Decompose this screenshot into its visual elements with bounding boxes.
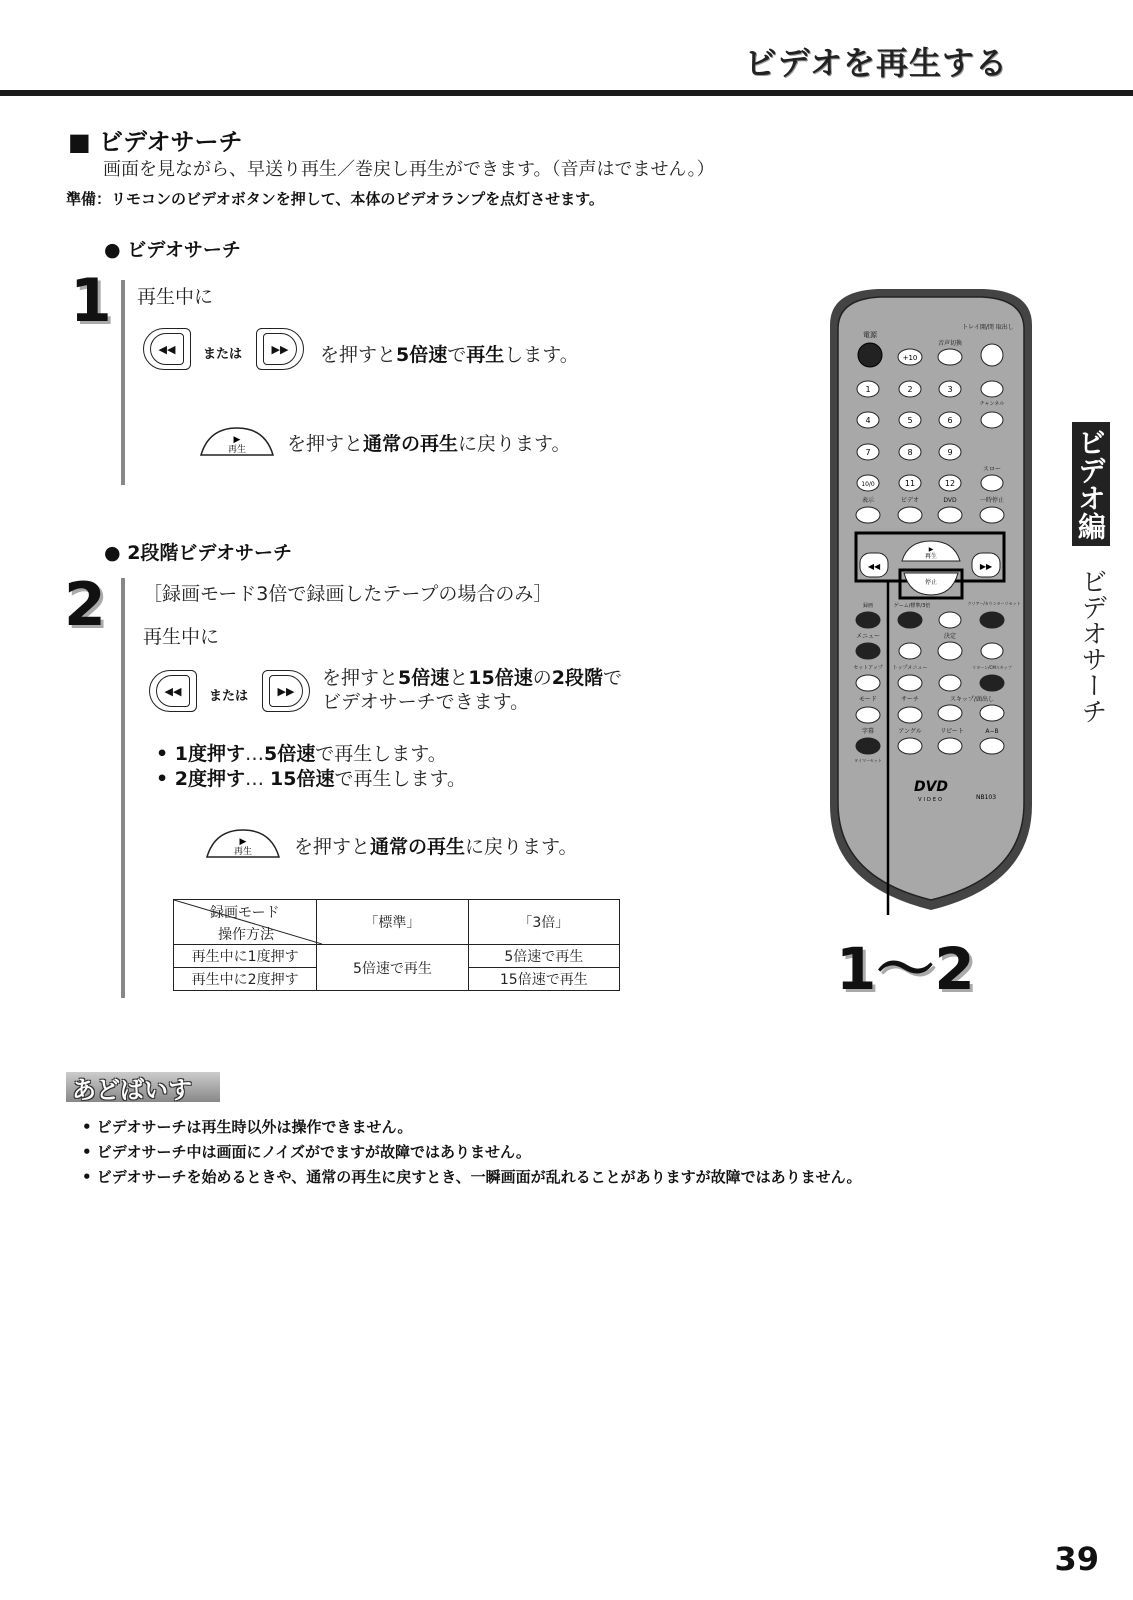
remote-dvd-logo: DVD xyxy=(913,779,949,795)
remote-mode-sp-label: ゲーム/標準/3倍 xyxy=(893,603,931,609)
remote-rewind-icon: ◀◀ xyxy=(867,562,881,571)
tip-item: • ビデオサーチ中は画面にノイズがでますが故障ではありません。 xyxy=(82,1143,531,1161)
remote-plus10: +10 xyxy=(902,354,918,362)
remote-number-label: 8 xyxy=(907,448,913,457)
remote-number-label: 5 xyxy=(907,416,913,425)
remote-setup-label: セットアップ xyxy=(853,665,883,671)
table-row1-3x: 5倍速で再生 xyxy=(468,945,619,968)
tip-item: • ビデオサーチは再生時以外は操作できません。 xyxy=(82,1118,413,1136)
play-button-label: 再生 xyxy=(227,445,247,455)
step-number-2: 2 xyxy=(64,570,106,640)
step1-while-playing: 再生中に xyxy=(137,286,214,308)
remote-number-label: 1 xyxy=(865,385,871,394)
table-col-3x: 「3倍」 xyxy=(468,900,619,945)
remote-slow-label: スロー xyxy=(982,466,1002,473)
remote-number-label: 3 xyxy=(947,385,953,394)
remote-callout-label: 1～2 xyxy=(836,935,975,1003)
remote-menu-label: メニュー xyxy=(855,633,881,640)
step2-condition: ［録画モード3倍で録画したテープの場合のみ］ xyxy=(143,583,553,605)
fast-forward-icon: ▶▶ xyxy=(263,333,297,365)
table-header-operation: 操作方法 xyxy=(218,927,274,943)
rewind-icon: ◀◀ xyxy=(150,333,184,365)
fast-forward-button xyxy=(256,328,304,370)
step1-or: または xyxy=(203,347,243,362)
remote-play-label: 再生 xyxy=(924,553,938,560)
remote-skip-label: スキップ/頭出し xyxy=(950,696,994,703)
header-rule xyxy=(0,90,1133,96)
remote-pause-label: 一時停止 xyxy=(979,497,1005,504)
bullet-press-once: • 1度押す…5倍速で再生します。 xyxy=(156,743,447,765)
page-number: 39 xyxy=(1054,1540,1099,1578)
remote-return-label: リターン/CMスキップ xyxy=(972,665,1012,670)
section-title: ■ ビデオサーチ xyxy=(68,128,243,156)
remote-number-label: 12 xyxy=(944,479,956,488)
remote-ab-label: A−B xyxy=(985,728,999,735)
remote-enter-label: 決定 xyxy=(943,633,957,640)
play-button-2 xyxy=(203,826,283,860)
play-button-1 xyxy=(197,424,277,458)
remote-search-label: サーチ xyxy=(900,696,920,703)
remote-record-label: 録画 xyxy=(862,603,874,609)
remote-control xyxy=(818,285,1044,915)
table-col-standard: 「標準」 xyxy=(317,900,468,945)
remote-number-label: 6 xyxy=(947,416,953,425)
fast-forward-button-2 xyxy=(262,670,310,712)
play-icon: ▶ xyxy=(233,435,241,445)
remote-power-label: 電源 xyxy=(863,331,877,339)
remote-timer-label: タイマーセット xyxy=(854,758,882,763)
table-corner-header xyxy=(174,900,317,945)
play-icon: ▶ xyxy=(239,837,247,847)
remote-display-label: 表示 xyxy=(861,497,875,504)
remote-repeat-label: リピート xyxy=(940,728,964,735)
rewind-button xyxy=(143,328,191,370)
step2-while-playing: 再生中に xyxy=(143,626,220,648)
remote-dvd-logo-sub: VIDEO xyxy=(918,797,944,803)
table-row2-label: 再生中に2度押す xyxy=(174,968,317,991)
play-button-label: 再生 xyxy=(233,847,253,857)
section-description: 画面を見ながら、早送り再生／巻戻し再生ができます。（音声はでません。） xyxy=(103,159,715,180)
table-standard-value: 5倍速で再生 xyxy=(317,945,468,991)
side-chapter-tab: ビデオ編 xyxy=(1072,422,1110,546)
table-row1-label: 再生中に1度押す xyxy=(174,945,317,968)
remote-power-button xyxy=(858,343,882,367)
remote-audio-label: 音声切換 xyxy=(937,340,963,347)
remote-stop-label: 停止 xyxy=(924,579,938,586)
table-header-mode: 録画モード xyxy=(210,905,280,921)
remote-number-label: 7 xyxy=(865,448,871,457)
tip-item: • ビデオサーチを始めるときや、通常の再生に戻すとき、一瞬画面が乱れることがありますが故障ではありません。 xyxy=(82,1168,862,1186)
step1-return-text: を押すと通常の再生に戻ります。 xyxy=(287,433,571,455)
subsection2-heading: ● 2段階ビデオサーチ xyxy=(104,542,293,564)
remote-ff-icon: ▶▶ xyxy=(979,562,993,571)
step2-or: または xyxy=(209,689,249,704)
step2-return-text: を押すと通常の再生に戻ります。 xyxy=(294,836,578,858)
page-header-title: ビデオを再生する xyxy=(744,44,1008,82)
remote-dvd-label: DVD xyxy=(943,497,957,504)
step1-bar xyxy=(121,280,125,485)
remote-number-label: 2 xyxy=(907,385,913,394)
tips-title: あどばいす xyxy=(72,1076,192,1104)
remote-mode-label: モード xyxy=(859,696,877,703)
remote-video-label: ビデオ xyxy=(901,497,919,504)
remote-channel-label: チャンネル xyxy=(979,401,1005,407)
remote-clear-label: クリアー/カウンターリセット xyxy=(967,601,1021,606)
remote-number-label: 11 xyxy=(904,479,916,488)
rewind-icon: ◀◀ xyxy=(156,675,190,707)
remote-play-icon: ▶ xyxy=(928,546,934,553)
table-row2-3x: 15倍速で再生 xyxy=(468,968,619,991)
tips-list xyxy=(82,1115,862,1190)
search-speed-table xyxy=(173,899,620,991)
remote-model-number: NB103 xyxy=(975,794,997,801)
subsection1-heading: ● ビデオサーチ xyxy=(104,239,241,261)
step2-bar xyxy=(121,578,125,998)
bullet-press-twice: • 2度押す… 15倍速で再生します。 xyxy=(156,768,466,790)
remote-subtitle-label: 字幕 xyxy=(861,728,875,735)
side-section-label: ビデオサーチ xyxy=(1077,568,1107,724)
remote-number-label: 4 xyxy=(865,416,871,425)
fast-forward-icon: ▶▶ xyxy=(269,675,303,707)
step1-search-text: を押すと5倍速で再生します。 xyxy=(320,344,579,366)
remote-number-label: 10/0 xyxy=(861,481,875,488)
remote-topmenu-label: トップメニュー xyxy=(892,665,928,671)
step2-bullets xyxy=(156,742,466,792)
remote-tray-label: トレイ開/閉 取出し xyxy=(962,324,1014,331)
preparation-note: 準備：リモコンのビデオボタンを押して、本体のビデオランプを点灯させます。 xyxy=(66,190,604,208)
rewind-button-2 xyxy=(149,670,197,712)
step-number-1: 1 xyxy=(70,266,112,336)
step2-search-text: を押すと5倍速と15倍速の2段階で ビデオサーチできます。 xyxy=(322,667,622,713)
remote-number-label: 9 xyxy=(947,448,953,457)
remote-angle-label: アングル xyxy=(898,728,922,735)
